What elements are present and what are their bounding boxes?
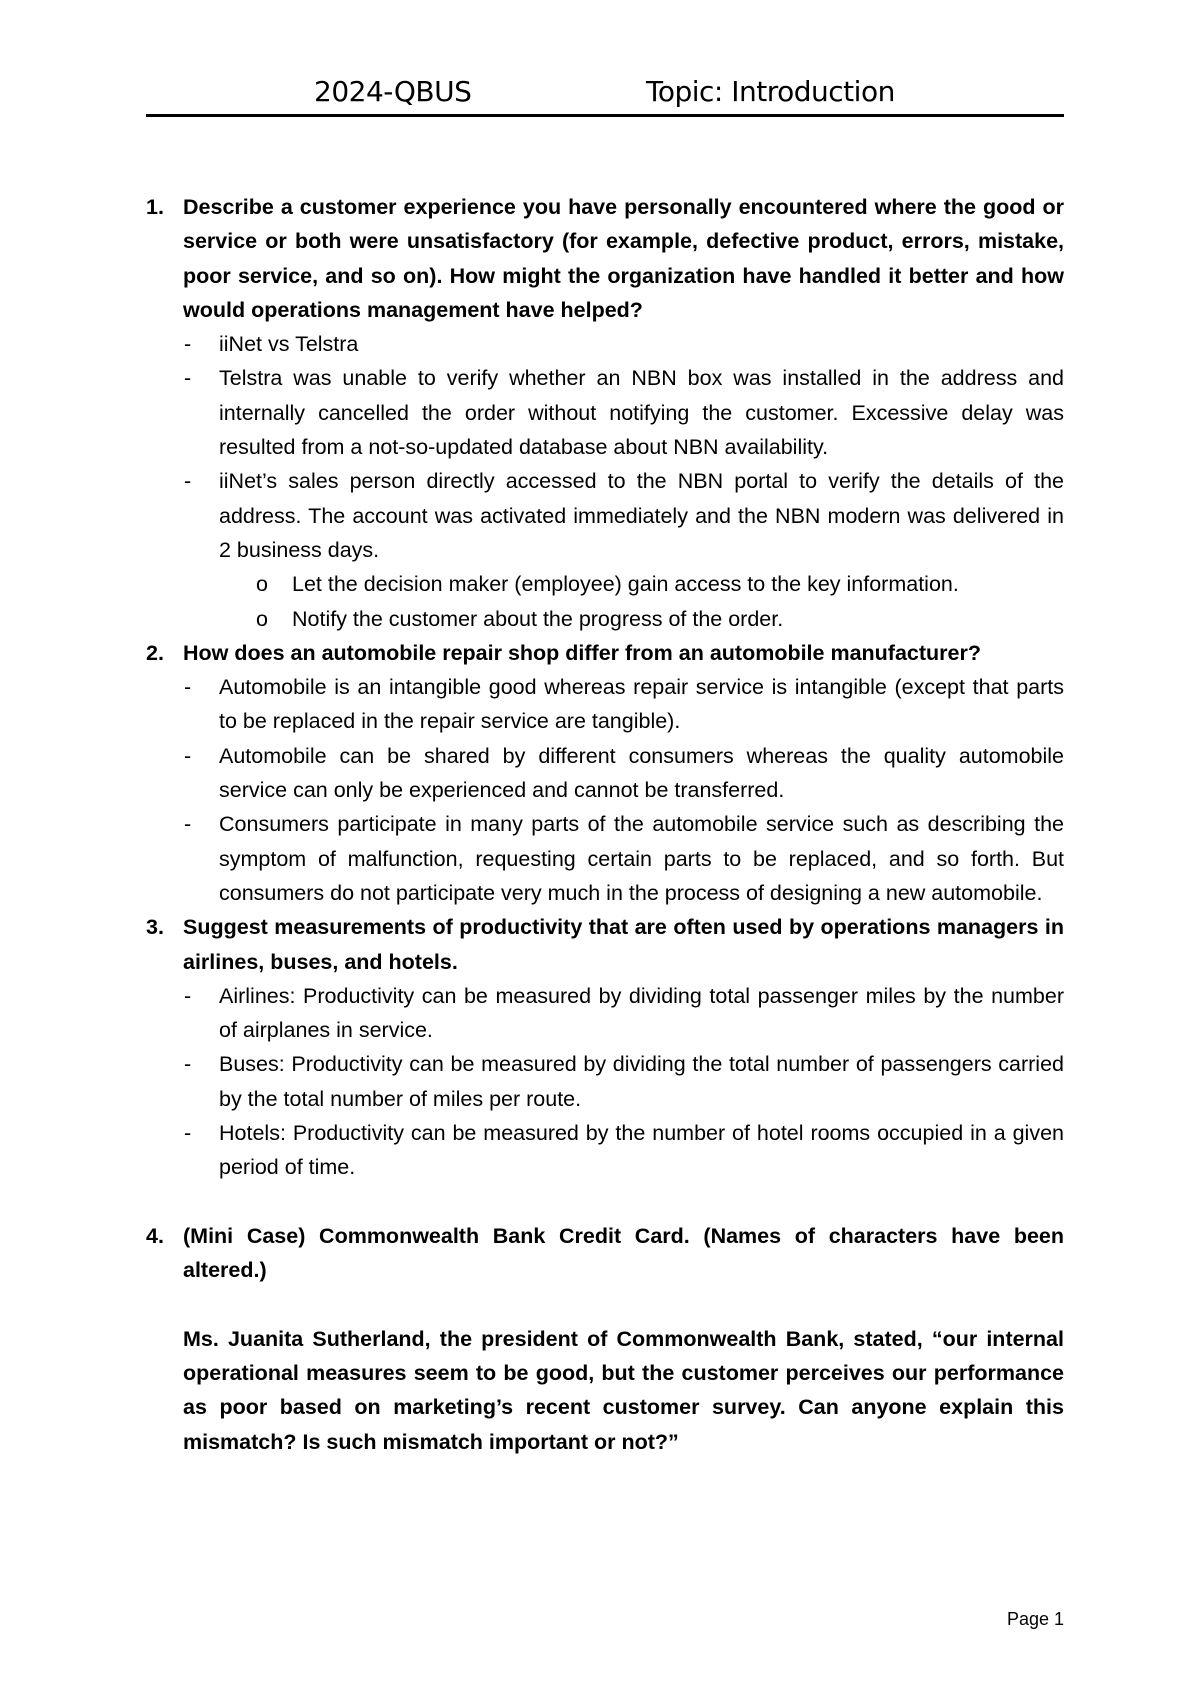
dash-marker: - — [184, 1121, 192, 1146]
document-body — [146, 190, 1064, 1459]
bullet-text: Automobile can be shared by different consumers whereas the quality automobile service can only be experienced and cannot be transferred. — [219, 743, 1064, 803]
dash-marker: - — [184, 469, 192, 494]
dash-marker: - — [184, 983, 192, 1008]
answer-bullet — [146, 1116, 1064, 1185]
bullet-text: iiNet vs Telstra — [219, 332, 359, 357]
circle-marker: o — [256, 572, 268, 597]
sub-bullet-text: Notify the customer about the progress of the order. — [292, 606, 784, 631]
sub-bullet-text: Let the decision maker (employee) gain access to the key information. — [292, 572, 959, 597]
dash-marker: - — [184, 675, 192, 700]
bullet-text: Automobile is an intangible good whereas repair service is intangible (except that parts to be replaced in the repair service are tangible). — [219, 675, 1064, 734]
question-text: Suggest measurements of productivity that are often used by operations managers in airlines, buses, and hotels. — [183, 915, 1064, 974]
question-4 — [146, 1219, 1064, 1288]
answer-bullet — [146, 327, 1064, 361]
question-text: How does an automobile repair shop differ from an automobile manufacturer? — [183, 640, 981, 665]
answer-bullet — [146, 464, 1064, 567]
dash-marker: - — [184, 332, 192, 357]
mini-case-paragraph: Ms. Juanita Sutherland, the president of Commonwealth Bank, stated, “our internal operational measures seem to be good, but the customer perceives our performance as poor based on marketing’s recent customer survey. Can anyone explain this mismatch? Is such mismatch important or not?” — [183, 1326, 1064, 1454]
spacer — [146, 1185, 1064, 1219]
answer-bullet — [146, 807, 1064, 910]
dash-marker: - — [184, 366, 192, 391]
question-text: (Mini Case) Commonwealth Bank Credit Card. (Names of characters have been altered.) — [183, 1223, 1064, 1283]
question-2 — [146, 636, 1064, 670]
page-header — [146, 74, 1064, 117]
spacer — [146, 1288, 1064, 1322]
dash-marker: - — [184, 812, 192, 837]
question-number: 1. — [146, 195, 164, 219]
dash-marker: - — [184, 743, 192, 768]
answer-bullet — [146, 1047, 1064, 1116]
question-1 — [146, 190, 1064, 327]
bullet-text: iiNet’s sales person directly accessed to the NBN portal to verify the details of the address. The account was activated immediately and the NBN modern was delivered in 2 business days. — [219, 469, 1064, 562]
answer-bullet — [146, 739, 1064, 808]
question-number: 3. — [146, 915, 164, 940]
bullet-text: Airlines: Productivity can be measured by dividing total passenger miles by the number of airplanes in service. — [219, 983, 1064, 1043]
bullet-text: Telstra was unable to verify whether an NBN box was installed in the address and internally cancelled the order without notifying the customer. Excessive delay was resulted from a not-so-updated database about NBN availability. — [219, 366, 1064, 460]
header-topic: Topic: Introduction — [646, 75, 895, 108]
page-number: Page 1 — [1006, 1609, 1064, 1629]
answer-bullet — [146, 361, 1064, 464]
header-course-code: 2024-QBUS — [314, 75, 472, 108]
question-3 — [146, 910, 1064, 979]
answer-bullet — [146, 670, 1064, 739]
dash-marker: - — [184, 1052, 192, 1077]
bullet-text: Hotels: Productivity can be measured by the number of hotel rooms occupied in a given period of time. — [219, 1121, 1064, 1180]
bullet-text: Consumers participate in many parts of the automobile service such as describing the symptom of malfunction, requesting certain parts to be replaced, and so forth. But consumers do not participate very much in the process of designing a new automobile. — [219, 812, 1064, 905]
answer-sub-bullet — [146, 567, 1064, 601]
answer-sub-bullet — [146, 602, 1064, 636]
circle-marker: o — [256, 606, 268, 631]
bullet-text: Buses: Productivity can be measured by dividing the total number of passengers carried by the total number of miles per route. — [219, 1052, 1064, 1111]
question-text: Describe a customer experience you have personally encountered where the good or service or both were unsatisfactory (for example, defective product, errors, mistake, poor service, and so on). How might the organization have handled it better and how would operations management have helped? — [183, 195, 1064, 322]
question-number: 2. — [146, 640, 164, 665]
answer-bullet — [146, 979, 1064, 1048]
question-number: 4. — [146, 1223, 164, 1248]
